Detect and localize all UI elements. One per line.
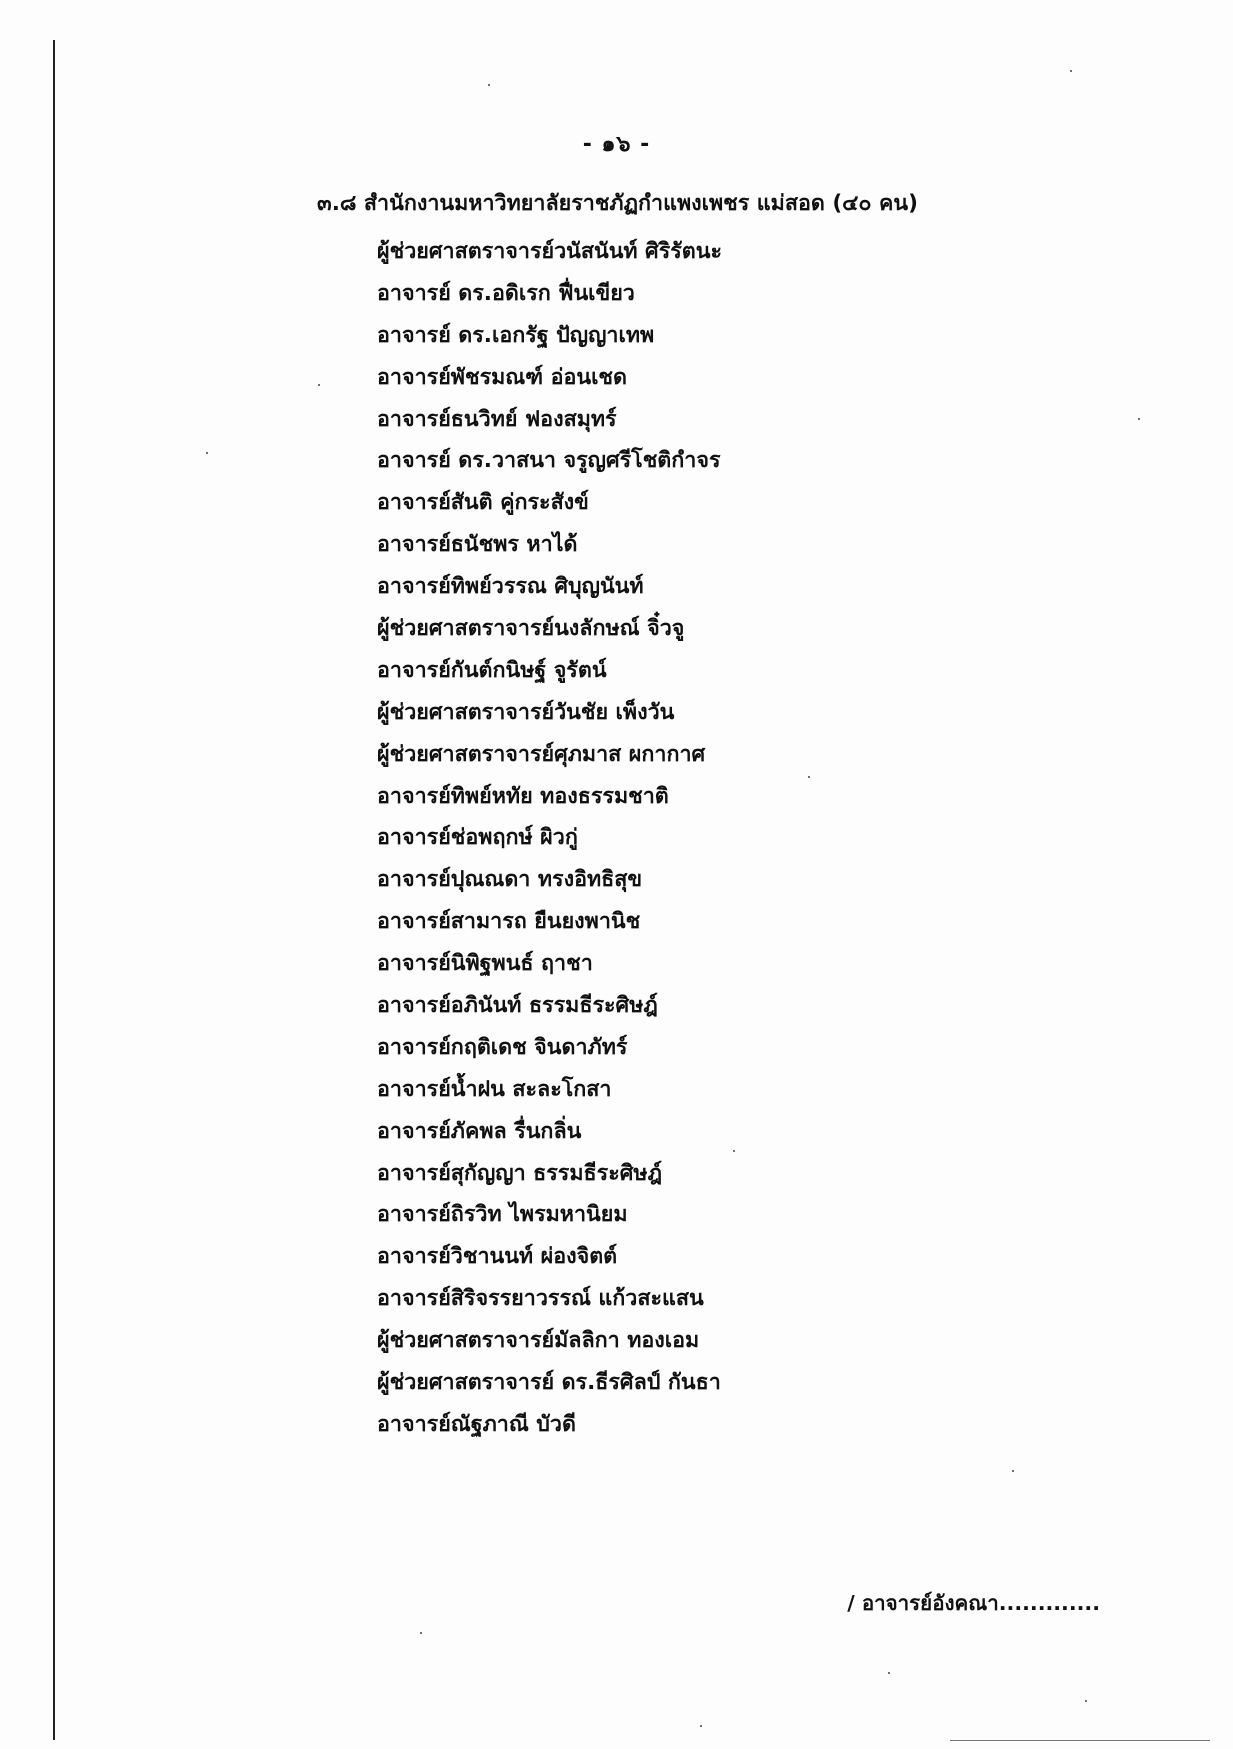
list-item: อาจารย์กฤติเดช จินดาภัทร์ xyxy=(377,1034,628,1060)
page-number: - ๑๖ - xyxy=(582,132,651,157)
scan-speck xyxy=(488,84,490,86)
list-item: อาจารย์พัชรมณฑ์ อ่อนเชด xyxy=(377,364,627,390)
scan-speck xyxy=(888,1672,890,1674)
scan-speck xyxy=(1138,418,1140,420)
list-item: อาจารย์ปุณณดา ทรงอิทธิสุข xyxy=(377,867,643,893)
list-item: อาจารย์ทิพย์หทัย ทองธรรมชาติ xyxy=(377,783,669,809)
continuation-note: / อาจารย์อังคณา............. xyxy=(847,1591,1100,1615)
list-item: อาจารย์น้ำฝน สะละโกสา xyxy=(377,1076,612,1102)
list-item: อาจารย์ถิรวิท ไพรมหานิยม xyxy=(377,1202,628,1228)
bottom-edge-rule xyxy=(950,1740,1210,1741)
list-item: อาจารย์ธนวิทย์ ฟองสมุทร์ xyxy=(377,406,617,432)
list-item: อาจารย์ธนัชพร หาได้ xyxy=(377,532,578,558)
list-item: อาจารย์ ดร.วาสนา จรูญศรีโชติกำจร xyxy=(377,448,721,474)
staff-name-list xyxy=(377,231,722,1446)
list-item: อาจารย์นิพิฐพนธ์ ฤาชา xyxy=(377,951,593,977)
list-item: ผู้ช่วยศาสตราจารย์นงลักษณ์ จิ๋วจู xyxy=(377,616,685,642)
list-item: อาจารย์ช่อพฤกษ์ ผิวกู่ xyxy=(377,825,578,851)
list-item: อาจารย์สิริจรรยาวรรณ์ แก้วสะแสน xyxy=(377,1286,704,1312)
list-item: อาจารย์ ดร.เอกรัฐ ปัญญาเทพ xyxy=(377,322,655,348)
scan-speck xyxy=(420,1632,422,1634)
list-item: ผู้ช่วยศาสตราจารย์วันชัย เพ็งวัน xyxy=(377,699,675,725)
list-item: อาจารย์ภัคพล รื่นกลิ่น xyxy=(377,1118,582,1144)
list-item: อาจารย์สุกัญญา ธรรมธีระศิษฎ์ xyxy=(377,1160,663,1186)
scan-speck xyxy=(206,452,208,454)
list-item: ผู้ช่วยศาสตราจารย์ศุภมาส ผกากาศ xyxy=(377,741,706,767)
list-item: อาจารย์ทิพย์วรรณ ศิบุญนันท์ xyxy=(377,574,644,600)
scan-speck xyxy=(1085,1700,1087,1702)
scan-speck xyxy=(733,1150,735,1152)
left-margin-rule xyxy=(53,40,55,1740)
list-item: อาจารย์อภินันท์ ธรรมธีระศิษฎ์ xyxy=(377,993,658,1019)
list-item: ผู้ช่วยศาสตราจารย์ ดร.ธีรศิลป์ กันธา xyxy=(377,1370,721,1396)
scan-speck xyxy=(1012,1470,1014,1472)
list-item: อาจารย์สามารถ ยืนยงพานิช xyxy=(377,909,641,935)
list-item: อาจารย์ณัฐภาณี บัวดี xyxy=(377,1411,576,1437)
scan-speck xyxy=(700,1725,702,1727)
list-item: อาจารย์วิชานนท์ ผ่องจิตต์ xyxy=(377,1244,618,1270)
scan-speck xyxy=(318,384,320,386)
list-item: ผู้ช่วยศาสตราจารย์วนัสนันท์ ศิริรัตนะ xyxy=(377,239,722,264)
section-heading: ๓.๘ สำนักงานมหาวิทยาลัยราชภัฏกำแพงเพชร แม่สอด (๔๐ คน) xyxy=(317,191,918,216)
scan-speck xyxy=(1070,70,1072,72)
list-item: ผู้ช่วยศาสตราจารย์มัลลิกา ทองเอม xyxy=(377,1328,700,1354)
list-item: อาจารย์สันติ คู่กระสังข์ xyxy=(377,490,589,516)
scan-speck xyxy=(808,776,810,778)
list-item: อาจารย์ ดร.อดิเรก ฟื่นเขียว xyxy=(377,280,635,306)
list-item: อาจารย์กันต์กนิษฐ์ จูรัตน์ xyxy=(377,657,607,683)
